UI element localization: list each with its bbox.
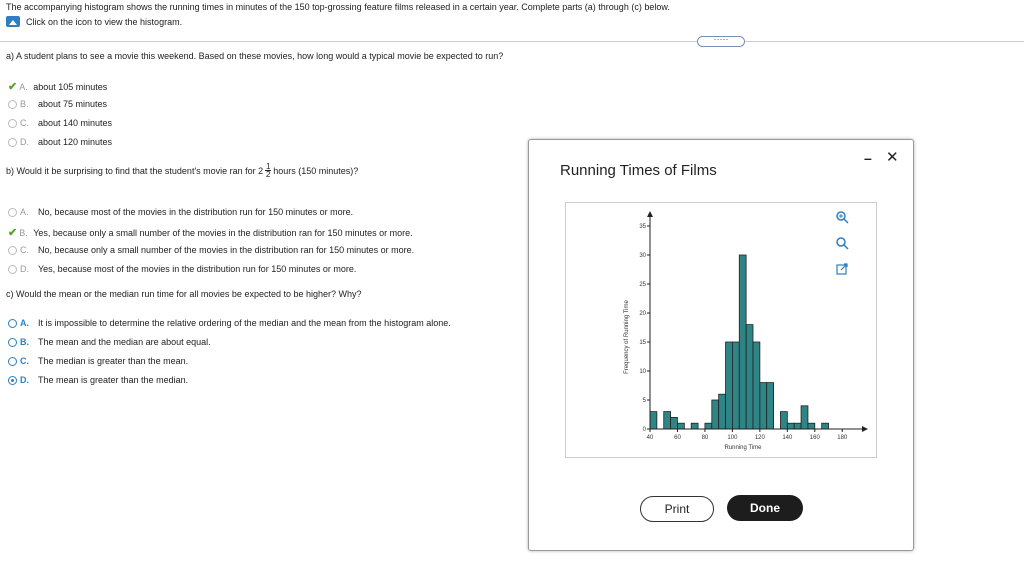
histogram-bar — [732, 342, 739, 429]
option-text[interactable]: about 140 minutes — [38, 118, 113, 128]
part-a-option-c[interactable] — [8, 118, 112, 128]
option-text[interactable]: about 120 minutes — [38, 137, 113, 147]
y-tick-label: 35 — [639, 224, 646, 230]
y-tick-label: 0 — [642, 427, 646, 433]
histogram-popup — [528, 139, 914, 551]
radio-button[interactable] — [8, 138, 17, 147]
fraction — [265, 163, 271, 178]
histogram-bar — [753, 342, 760, 429]
part-c-question: c) Would the mean or the median run time for all movies be expected to be higher? Why? — [6, 289, 362, 299]
option-text[interactable]: The mean is greater than the median. — [38, 375, 189, 385]
minimize-button[interactable]: – — [864, 150, 872, 166]
histogram-bar — [794, 423, 801, 429]
histogram-bar — [650, 412, 657, 429]
x-tick-label: 180 — [837, 435, 848, 441]
popup-title: Running Times of Films — [560, 162, 717, 179]
histogram-bar — [705, 423, 712, 429]
histogram-bar — [801, 406, 808, 429]
radio-button[interactable] — [8, 338, 17, 347]
x-axis-arrow — [862, 426, 868, 432]
histogram-bar — [746, 325, 753, 429]
histogram-bar — [787, 423, 794, 429]
radio-button[interactable] — [8, 119, 17, 128]
radio-button[interactable] — [8, 319, 17, 328]
option-letter: D. — [20, 264, 29, 274]
histogram-bar — [719, 394, 726, 429]
histogram-bar — [691, 423, 698, 429]
intro-text: The accompanying histogram shows the running times in minutes of the 150 top-grossing feature films released in a certain year. Complete parts (a) through (c) below. — [6, 2, 670, 12]
x-tick-label: 40 — [646, 435, 654, 441]
chart-frame — [565, 202, 877, 458]
part-b-option-b[interactable] — [8, 226, 413, 239]
part-b-option-c[interactable] — [8, 245, 414, 255]
option-letter: A. — [19, 81, 28, 92]
option-text[interactable]: The median is greater than the mean. — [38, 356, 189, 366]
part-a-option-b[interactable] — [8, 99, 107, 109]
histogram-bar — [677, 423, 684, 429]
option-text[interactable]: No, because only a small number of the movies in the distribution ran for 150 minutes or more. — [38, 245, 415, 255]
part-a-option-d[interactable] — [8, 137, 112, 147]
histogram-link-label[interactable]: Click on the icon to view the histogram. — [26, 16, 183, 27]
option-letter: C. — [20, 118, 29, 128]
option-letter: B. — [19, 227, 28, 238]
option-letter: A. — [20, 207, 29, 217]
correct-check-icon: ✔ — [8, 227, 18, 239]
option-letter: B. — [20, 99, 29, 109]
histogram-bar — [822, 423, 829, 429]
x-tick-label: 60 — [674, 435, 681, 441]
print-button[interactable]: Print — [640, 496, 714, 522]
y-tick-label: 5 — [642, 398, 646, 404]
y-tick-label: 25 — [639, 282, 646, 288]
option-letter: D. — [20, 375, 29, 385]
open-external-icon[interactable] — [835, 262, 849, 276]
radio-button[interactable] — [8, 246, 17, 255]
part-b-option-a[interactable] — [8, 207, 353, 217]
option-text[interactable]: Yes, because only a small number of the movies in the distribution ran for 150 minutes or more. — [33, 227, 413, 238]
x-tick-label: 160 — [809, 435, 820, 441]
x-tick-label: 80 — [701, 435, 709, 441]
x-tick-label: 140 — [782, 435, 793, 441]
histogram-bar — [760, 383, 767, 429]
y-axis-label: Frequency of Running Time — [624, 300, 630, 374]
radio-button[interactable] — [8, 357, 17, 366]
fraction-numerator: 1 — [265, 162, 271, 171]
option-text[interactable]: about 105 minutes — [33, 81, 108, 92]
option-text[interactable]: No, because most of the movies in the distribution run for 150 minutes or more. — [38, 207, 354, 217]
option-text[interactable]: It is impossible to determine the relative ordering of the median and the mean from the histogram alone. — [38, 318, 451, 328]
part-b-question-end: hours (150 minutes)? — [273, 165, 359, 176]
part-c-option-b[interactable] — [8, 337, 211, 347]
fraction-denominator: 2 — [265, 170, 271, 179]
histogram-bar — [767, 383, 774, 429]
done-button[interactable]: Done — [727, 495, 803, 521]
histogram-bar — [780, 412, 787, 429]
histogram-bar — [726, 342, 733, 429]
option-text[interactable]: about 75 minutes — [38, 99, 108, 109]
part-c-option-a[interactable] — [8, 318, 451, 328]
x-axis-label: Running Time — [724, 445, 762, 451]
option-text[interactable]: The mean and the median are about equal. — [38, 337, 211, 347]
y-tick-label: 20 — [639, 311, 646, 317]
part-c-option-c[interactable] — [8, 356, 188, 366]
part-c-option-d[interactable] — [8, 375, 188, 385]
radio-button[interactable] — [8, 208, 17, 217]
image-icon[interactable] — [6, 16, 20, 27]
zoom-in-icon[interactable] — [835, 210, 849, 224]
y-axis-arrow — [647, 211, 653, 217]
histogram-link[interactable] — [6, 16, 182, 27]
histogram-chart — [566, 203, 876, 457]
y-tick-label: 15 — [639, 340, 646, 346]
histogram-bar — [808, 423, 815, 429]
option-letter: C. — [20, 356, 29, 366]
part-b-question-text: b) Would it be surprising to find that the student's movie ran for 2 — [6, 165, 264, 176]
option-letter: C. — [20, 245, 29, 255]
radio-button-selected[interactable] — [8, 376, 17, 385]
radio-button[interactable] — [8, 265, 17, 274]
part-a-option-a[interactable] — [8, 80, 107, 93]
part-b-question — [6, 163, 358, 178]
option-text[interactable]: Yes, because most of the movies in the distribution run for 150 minutes or more. — [38, 264, 357, 274]
x-tick-label: 120 — [754, 435, 765, 441]
radio-button[interactable] — [8, 100, 17, 109]
zoom-out-icon[interactable] — [835, 236, 849, 250]
y-tick-label: 10 — [639, 369, 646, 375]
histogram-bar — [712, 400, 719, 429]
part-b-option-d[interactable] — [8, 264, 356, 274]
histogram-bar — [671, 417, 678, 429]
option-letter: D. — [20, 137, 29, 147]
option-letter: A. — [20, 318, 29, 328]
y-tick-label: 30 — [639, 253, 646, 259]
part-a-question: a) A student plans to see a movie this weekend. Based on these movies, how long would a typical movie be expected to run? — [6, 51, 504, 61]
histogram-bar — [664, 412, 671, 429]
close-button[interactable]: ✕ — [886, 149, 899, 166]
divider — [0, 41, 1024, 42]
histogram-bar — [739, 255, 746, 429]
more-button[interactable]: ····· — [697, 36, 745, 47]
x-tick-label: 100 — [727, 435, 738, 441]
option-letter: B. — [20, 337, 29, 347]
correct-check-icon: ✔ — [8, 81, 18, 93]
